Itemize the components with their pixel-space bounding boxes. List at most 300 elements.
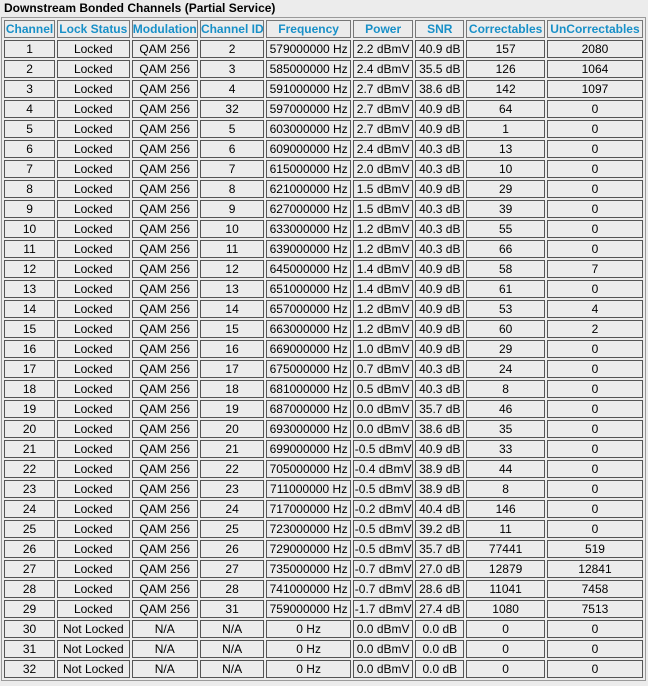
- column-header-channel-id: Channel ID: [200, 22, 264, 36]
- cell-snr: 40.9 dB: [415, 300, 464, 318]
- column-header-frequency: Frequency: [266, 20, 351, 38]
- cell-correctables: 13: [466, 140, 545, 158]
- cell-modulation: QAM 256: [132, 440, 198, 458]
- cell-channel: 29: [4, 600, 55, 618]
- cell-uncorrectables: 2: [547, 320, 643, 338]
- cell-snr: 28.6 dB: [415, 580, 464, 598]
- cell-channel-id: 13: [200, 280, 264, 298]
- table-row: [4, 500, 643, 518]
- cell-modulation: QAM 256: [132, 180, 198, 198]
- cell-uncorrectables: 0: [547, 340, 643, 358]
- cell-correctables: 58: [466, 260, 545, 278]
- cell-frequency: 693000000 Hz: [266, 420, 351, 438]
- cell-snr: 27.4 dB: [415, 600, 464, 618]
- cell-uncorrectables: 0: [547, 140, 643, 158]
- cell-uncorrectables: 0: [547, 480, 643, 498]
- cell-snr: 38.6 dB: [415, 420, 464, 438]
- cell-frequency: 597000000 Hz: [266, 100, 351, 118]
- cell-snr: 35.7 dB: [415, 540, 464, 558]
- table-row: [4, 380, 643, 398]
- cell-correctables: 12879: [466, 560, 545, 578]
- cell-channel-id: 25: [200, 520, 264, 538]
- table-row: [4, 600, 643, 618]
- cell-snr: 40.3 dB: [415, 160, 464, 178]
- cell-uncorrectables: 0: [547, 180, 643, 198]
- cell-uncorrectables: 0: [547, 360, 643, 378]
- cell-correctables: 8: [466, 480, 545, 498]
- cell-snr: 40.9 dB: [415, 440, 464, 458]
- cell-power: 2.0 dBmV: [353, 160, 413, 178]
- cell-correctables: 46: [466, 400, 545, 418]
- cell-snr: 0.0 dB: [415, 660, 464, 678]
- cell-uncorrectables: 0: [547, 120, 643, 138]
- cell-channel: 14: [4, 300, 55, 318]
- header-row: [4, 20, 643, 38]
- cell-modulation: QAM 256: [132, 60, 198, 78]
- cell-channel-id: 32: [200, 100, 264, 118]
- cell-channel: 2: [4, 60, 55, 78]
- cell-frequency: 0 Hz: [266, 660, 351, 678]
- cell-snr: 40.3 dB: [415, 220, 464, 238]
- cell-lock-status: Locked: [57, 560, 130, 578]
- cell-lock-status: Locked: [57, 220, 130, 238]
- cell-snr: 40.9 dB: [415, 260, 464, 278]
- cell-frequency: 699000000 Hz: [266, 440, 351, 458]
- table-row: [4, 60, 643, 78]
- cell-correctables: 1080: [466, 600, 545, 618]
- cell-power: -0.5 dBmV: [354, 542, 412, 556]
- cell-power: -0.5 dBmV: [354, 482, 412, 496]
- cell-power: 2.4 dBmV: [353, 60, 413, 78]
- cell-lock-status: Locked: [57, 360, 130, 378]
- cell-modulation: QAM 256: [132, 240, 198, 258]
- cell-frequency: 663000000 Hz: [266, 320, 351, 338]
- cell-snr: 0.0 dB: [415, 620, 464, 638]
- cell-channel-id: 7: [200, 160, 264, 178]
- cell-channel: 8: [4, 180, 55, 198]
- cell-channel-id: 9: [200, 200, 264, 218]
- cell-modulation: QAM 256: [132, 400, 198, 418]
- cell-uncorrectables: 7513: [547, 600, 643, 618]
- cell-uncorrectables: 0: [547, 100, 643, 118]
- cell-uncorrectables: 0: [547, 520, 643, 538]
- cell-power: 1.2 dBmV: [353, 320, 413, 338]
- column-header-correctables: Correctables: [466, 20, 545, 38]
- cell-lock-status: Locked: [57, 500, 130, 518]
- downstream-channels-table: [1, 17, 646, 681]
- cell-correctables: 0: [466, 640, 545, 658]
- table-row: [4, 480, 643, 498]
- table-row: [4, 300, 643, 318]
- table-row: [4, 140, 643, 158]
- cell-channel-id: 15: [200, 320, 264, 338]
- cell-lock-status: Locked: [57, 40, 130, 58]
- cell-frequency: 741000000 Hz: [266, 580, 351, 598]
- cell-modulation: QAM 256: [132, 560, 198, 578]
- cell-uncorrectables: 0: [547, 200, 643, 218]
- cell-snr: 0.0 dB: [415, 640, 464, 658]
- cell-channel: 20: [4, 420, 55, 438]
- cell-frequency: 579000000 Hz: [266, 40, 351, 58]
- cell-channel: 26: [4, 540, 55, 558]
- cell-channel-id: 17: [200, 360, 264, 378]
- cell-correctables: 157: [466, 40, 545, 58]
- cell-lock-status: Locked: [57, 540, 130, 558]
- cell-channel: 31: [4, 640, 55, 658]
- cell-lock-status: Locked: [57, 480, 130, 498]
- table-row: [4, 620, 643, 638]
- cell-lock-status: Locked: [57, 340, 130, 358]
- cell-channel: 9: [4, 200, 55, 218]
- cell-frequency: 603000000 Hz: [266, 120, 351, 138]
- cell-correctables: 60: [466, 320, 545, 338]
- cell-modulation: QAM 256: [132, 200, 198, 218]
- cell-frequency: 729000000 Hz: [266, 540, 351, 558]
- cell-modulation: QAM 256: [132, 480, 198, 498]
- cell-power: 0.5 dBmV: [353, 380, 413, 398]
- cell-channel: 27: [4, 560, 55, 578]
- table-row: [4, 220, 643, 238]
- cell-frequency: 0 Hz: [266, 620, 351, 638]
- cell-channel: 22: [4, 460, 55, 478]
- cell-snr: 38.9 dB: [415, 460, 464, 478]
- cell-frequency: 675000000 Hz: [266, 360, 351, 378]
- cell-lock-status: Locked: [57, 400, 130, 418]
- cell-modulation: N/A: [132, 660, 198, 678]
- cell-channel-id: N/A: [200, 620, 264, 638]
- cell-uncorrectables: 2080: [547, 40, 643, 58]
- cell-channel-id: 28: [200, 580, 264, 598]
- cell-modulation: QAM 256: [132, 300, 198, 318]
- cell-lock-status: Locked: [57, 320, 130, 338]
- cell-channel: 10: [4, 220, 55, 238]
- cell-channel: 28: [4, 580, 55, 598]
- cell-correctables: 146: [466, 500, 545, 518]
- table-row: [4, 340, 643, 358]
- cell-channel-id: 24: [200, 500, 264, 518]
- table-row: [4, 320, 643, 338]
- cell-uncorrectables: 7: [547, 260, 643, 278]
- cell-frequency: 615000000 Hz: [266, 160, 351, 178]
- cell-frequency: 639000000 Hz: [266, 240, 351, 258]
- column-header-lock-status: Lock Status: [57, 20, 130, 38]
- column-header-uncorrectables: UnCorrectables: [547, 20, 643, 38]
- cell-frequency: 705000000 Hz: [266, 460, 351, 478]
- cell-modulation: QAM 256: [132, 540, 198, 558]
- cell-channel-id: 23: [200, 480, 264, 498]
- cell-frequency: 0 Hz: [266, 640, 351, 658]
- cell-uncorrectables: 0: [547, 280, 643, 298]
- cell-power: -0.2 dBmV: [354, 502, 412, 516]
- cell-correctables: 77441: [466, 540, 545, 558]
- table-row: [4, 80, 643, 98]
- cell-frequency: 651000000 Hz: [266, 280, 351, 298]
- table-row: [4, 180, 643, 198]
- cell-uncorrectables: 0: [547, 240, 643, 258]
- cell-channel-id: 31: [200, 600, 264, 618]
- cell-lock-status: Locked: [57, 60, 130, 78]
- cell-uncorrectables: 519: [547, 540, 643, 558]
- cell-lock-status: Locked: [57, 380, 130, 398]
- column-header-modulation: Modulation: [132, 22, 197, 36]
- cell-correctables: 44: [466, 460, 545, 478]
- cell-modulation: QAM 256: [132, 600, 198, 618]
- cell-frequency: 735000000 Hz: [266, 560, 351, 578]
- cell-frequency: 717000000 Hz: [266, 500, 351, 518]
- cell-channel: 24: [4, 500, 55, 518]
- cell-modulation: QAM 256: [132, 360, 198, 378]
- cell-channel-id: 3: [200, 60, 264, 78]
- cell-correctables: 39: [466, 200, 545, 218]
- cell-power: 2.7 dBmV: [353, 80, 413, 98]
- cell-modulation: QAM 256: [132, 380, 198, 398]
- cell-channel: 13: [4, 280, 55, 298]
- table-row: [4, 560, 643, 578]
- cell-channel-id: 11: [200, 240, 264, 258]
- cell-modulation: QAM 256: [132, 460, 198, 478]
- table-row: [4, 580, 643, 598]
- table-row: [4, 440, 643, 458]
- cell-lock-status: Locked: [57, 80, 130, 98]
- cell-correctables: 126: [466, 60, 545, 78]
- cell-uncorrectables: 12841: [547, 560, 643, 578]
- cell-channel: 11: [4, 240, 55, 258]
- table-row: [4, 40, 643, 58]
- cell-channel-id: 27: [200, 560, 264, 578]
- cell-frequency: 621000000 Hz: [266, 180, 351, 198]
- cell-snr: 40.9 dB: [415, 320, 464, 338]
- cell-uncorrectables: 4: [547, 300, 643, 318]
- cell-channel-id: 26: [200, 540, 264, 558]
- cell-modulation: QAM 256: [132, 420, 198, 438]
- cell-uncorrectables: 0: [547, 640, 643, 658]
- cell-channel: 7: [4, 160, 55, 178]
- cell-frequency: 681000000 Hz: [266, 380, 351, 398]
- cell-channel: 6: [4, 140, 55, 158]
- cell-modulation: QAM 256: [132, 520, 198, 538]
- cell-power: 1.2 dBmV: [353, 240, 413, 258]
- cell-channel: 21: [4, 440, 55, 458]
- cell-lock-status: Not Locked: [57, 660, 130, 678]
- cell-snr: 35.7 dB: [415, 400, 464, 418]
- cell-modulation: QAM 256: [132, 280, 198, 298]
- cell-channel: 1: [4, 40, 55, 58]
- cell-modulation: QAM 256: [132, 580, 198, 598]
- cell-channel-id: N/A: [200, 660, 264, 678]
- cell-frequency: 759000000 Hz: [266, 600, 351, 618]
- cell-frequency: 723000000 Hz: [266, 520, 351, 538]
- cell-correctables: 64: [466, 100, 545, 118]
- cell-power: -0.5 dBmV: [354, 442, 412, 456]
- cell-channel: 12: [4, 260, 55, 278]
- cell-lock-status: Locked: [57, 580, 130, 598]
- cell-power: 2.7 dBmV: [353, 100, 413, 118]
- cell-frequency: 633000000 Hz: [266, 220, 351, 238]
- cell-power: 1.0 dBmV: [353, 340, 413, 358]
- table-row: [4, 260, 643, 278]
- cell-lock-status: Locked: [57, 240, 130, 258]
- cell-channel: 25: [4, 520, 55, 538]
- cell-channel-id: 18: [200, 380, 264, 398]
- cell-channel: 15: [4, 320, 55, 338]
- cell-modulation: N/A: [132, 640, 198, 658]
- cell-lock-status: Not Locked: [57, 640, 130, 658]
- cell-frequency: 687000000 Hz: [266, 400, 351, 418]
- cell-snr: 38.6 dB: [415, 80, 464, 98]
- cell-snr: 40.3 dB: [415, 380, 464, 398]
- cell-frequency: 669000000 Hz: [266, 340, 351, 358]
- table-row: [4, 640, 643, 658]
- table-row: [4, 360, 643, 378]
- cell-power: -0.7 dBmV: [354, 562, 412, 576]
- cell-channel: 3: [4, 80, 55, 98]
- cell-modulation: QAM 256: [132, 80, 198, 98]
- cell-power: -0.7 dBmV: [354, 582, 412, 596]
- cell-lock-status: Locked: [57, 280, 130, 298]
- cell-snr: 39.2 dB: [415, 520, 464, 538]
- cell-lock-status: Locked: [57, 180, 130, 198]
- cell-lock-status: Locked: [57, 160, 130, 178]
- table-row: [4, 240, 643, 258]
- cell-correctables: 33: [466, 440, 545, 458]
- cell-lock-status: Locked: [57, 600, 130, 618]
- cell-modulation: QAM 256: [132, 100, 198, 118]
- cell-uncorrectables: 0: [547, 400, 643, 418]
- cell-channel-id: 16: [200, 340, 264, 358]
- cell-frequency: 657000000 Hz: [266, 300, 351, 318]
- table-row: [4, 660, 643, 678]
- cell-channel-id: 22: [200, 460, 264, 478]
- table-row: [4, 400, 643, 418]
- cell-power: 0.0 dBmV: [353, 400, 413, 418]
- cell-channel: 30: [4, 620, 55, 638]
- cell-channel-id: 19: [200, 400, 264, 418]
- cell-channel: 17: [4, 360, 55, 378]
- cell-snr: 40.3 dB: [415, 200, 464, 218]
- cell-uncorrectables: 0: [547, 620, 643, 638]
- table-row: [4, 100, 643, 118]
- cell-snr: 40.9 dB: [415, 280, 464, 298]
- cell-channel-id: 20: [200, 420, 264, 438]
- table-row: [4, 420, 643, 438]
- cell-uncorrectables: 0: [547, 380, 643, 398]
- cell-correctables: 0: [466, 620, 545, 638]
- cell-channel-id: 10: [200, 220, 264, 238]
- cell-snr: 40.9 dB: [415, 120, 464, 138]
- table-row: [4, 520, 643, 538]
- cell-channel: 18: [4, 380, 55, 398]
- cell-channel: 4: [4, 100, 55, 118]
- cell-snr: 40.9 dB: [415, 100, 464, 118]
- cell-lock-status: Locked: [57, 120, 130, 138]
- cell-uncorrectables: 0: [547, 460, 643, 478]
- column-header-channel: Channel: [5, 22, 54, 36]
- cell-correctables: 11041: [466, 580, 545, 598]
- cell-power: 0.7 dBmV: [353, 360, 413, 378]
- cell-modulation: QAM 256: [132, 340, 198, 358]
- cell-correctables: 142: [466, 80, 545, 98]
- cell-modulation: QAM 256: [132, 320, 198, 338]
- cell-snr: 40.3 dB: [415, 140, 464, 158]
- table-row: [4, 160, 643, 178]
- cell-channel-id: 6: [200, 140, 264, 158]
- cell-frequency: 609000000 Hz: [266, 140, 351, 158]
- cell-power: 0.0 dBmV: [353, 620, 413, 638]
- cell-power: 1.2 dBmV: [353, 220, 413, 238]
- cell-channel: 32: [4, 660, 55, 678]
- cell-lock-status: Locked: [57, 460, 130, 478]
- cell-uncorrectables: 0: [547, 420, 643, 438]
- cell-snr: 40.9 dB: [415, 40, 464, 58]
- cell-power: -1.7 dBmV: [354, 602, 412, 616]
- cell-correctables: 0: [466, 660, 545, 678]
- cell-snr: 40.3 dB: [415, 360, 464, 378]
- cell-uncorrectables: 0: [547, 440, 643, 458]
- cell-uncorrectables: 7458: [547, 580, 643, 598]
- cell-lock-status: Locked: [57, 420, 130, 438]
- cell-modulation: QAM 256: [132, 500, 198, 518]
- table-body: [4, 40, 643, 678]
- cell-correctables: 29: [466, 180, 545, 198]
- cell-modulation: QAM 256: [132, 140, 198, 158]
- cell-frequency: 645000000 Hz: [266, 260, 351, 278]
- cell-lock-status: Locked: [57, 100, 130, 118]
- cell-frequency: 627000000 Hz: [266, 200, 351, 218]
- cell-correctables: 11: [466, 520, 545, 538]
- table-row: [4, 460, 643, 478]
- cell-correctables: 35: [466, 420, 545, 438]
- cell-channel-id: 5: [200, 120, 264, 138]
- cell-uncorrectables: 0: [547, 660, 643, 678]
- cell-channel: 19: [4, 400, 55, 418]
- cell-power: 2.7 dBmV: [353, 120, 413, 138]
- cell-lock-status: Locked: [57, 520, 130, 538]
- cell-frequency: 711000000 Hz: [266, 480, 351, 498]
- cell-power: -0.5 dBmV: [354, 522, 412, 536]
- column-header-snr: SNR: [415, 20, 464, 38]
- cell-lock-status: Locked: [57, 200, 130, 218]
- cell-lock-status: Locked: [57, 260, 130, 278]
- cell-power: 1.5 dBmV: [353, 200, 413, 218]
- cell-uncorrectables: 0: [547, 220, 643, 238]
- cell-channel: 23: [4, 480, 55, 498]
- cell-correctables: 24: [466, 360, 545, 378]
- cell-power: 0.0 dBmV: [353, 420, 413, 438]
- table-row: [4, 120, 643, 138]
- cell-correctables: 8: [466, 380, 545, 398]
- cell-uncorrectables: 1097: [547, 80, 643, 98]
- cell-channel-id: 12: [200, 260, 264, 278]
- cell-channel-id: N/A: [200, 640, 264, 658]
- cell-power: 1.5 dBmV: [353, 180, 413, 198]
- cell-uncorrectables: 0: [547, 160, 643, 178]
- cell-lock-status: Locked: [57, 140, 130, 158]
- cell-correctables: 1: [466, 120, 545, 138]
- cell-lock-status: Locked: [57, 300, 130, 318]
- cell-snr: 40.9 dB: [415, 340, 464, 358]
- cell-modulation: QAM 256: [132, 260, 198, 278]
- cell-frequency: 591000000 Hz: [266, 80, 351, 98]
- cell-correctables: 61: [466, 280, 545, 298]
- cell-correctables: 53: [466, 300, 545, 318]
- table-row: [4, 200, 643, 218]
- cell-channel-id: 8: [200, 180, 264, 198]
- cell-snr: 38.9 dB: [415, 480, 464, 498]
- cell-modulation: N/A: [132, 620, 198, 638]
- cell-frequency: 585000000 Hz: [266, 60, 351, 78]
- table-row: [4, 540, 643, 558]
- cell-correctables: 29: [466, 340, 545, 358]
